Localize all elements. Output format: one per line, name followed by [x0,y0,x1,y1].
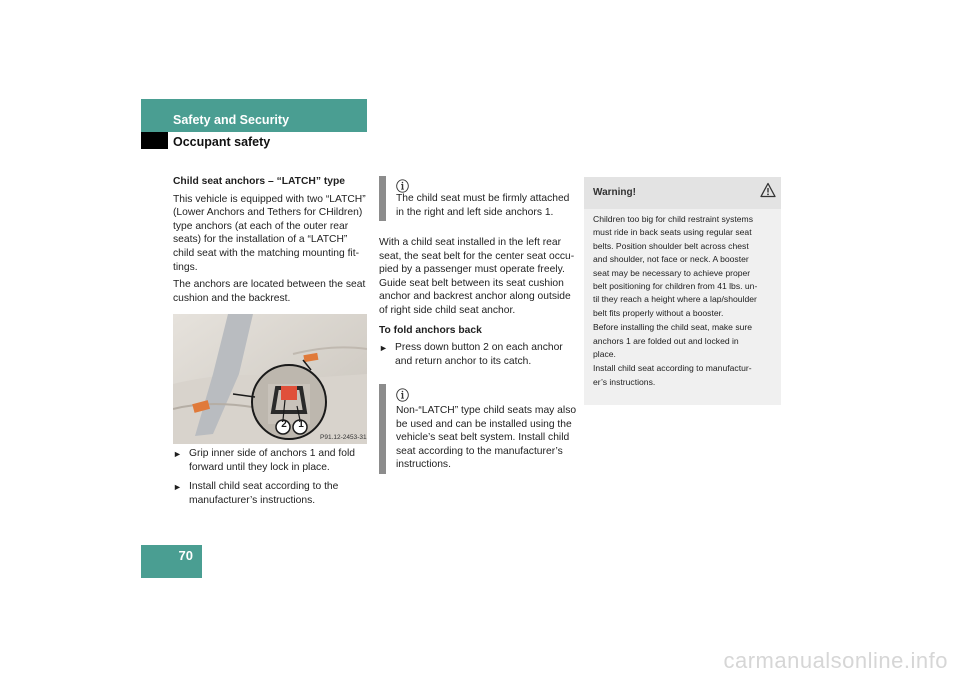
text-line: anchors 1 are folded out and locked in [593,335,739,346]
text-line: Non-“LATCH” type child seats may also [396,405,577,416]
text-line: anchor and backrest anchor along outside [379,291,571,303]
text-line: This vehicle is equipped with two “LATCH” [173,193,366,205]
text-line: The anchors are located between the seat [173,279,366,291]
page-number: 70 [178,548,193,563]
text-line: Grip inner side of anchors 1 and fold [189,448,355,459]
text-line: seat, the seat belt for the center seat occu- [379,250,575,262]
text-line: place. [593,349,616,360]
text-line: vehicle’s seat belt system. Install child [396,432,570,444]
list-item [173,480,373,507]
arrow-icon: ► [173,482,182,493]
section-title: Safety and Security [173,113,290,127]
text-line: forward until they lock in place. [189,461,330,473]
text-line: in the right and left side anchors 1. [396,206,554,218]
header-marker [141,132,168,149]
text-line: pied by a passenger must operate freely. [379,264,565,276]
text-line: seat may be necessary to achieve proper [593,267,751,278]
text-line: tings. [173,261,198,273]
subsection-title: Occupant safety [173,135,271,149]
arrow-icon: ► [379,343,388,354]
info-note-1 [396,192,581,219]
warning-triangle-icon [760,182,776,203]
text-line: Install child seat according to the [189,481,339,493]
paragraph-latch [173,193,373,275]
info-note-2 [396,404,581,472]
text-line: With a child seat installed in the left rear [379,237,562,248]
text-line: seat according to the manufacturer’s [396,445,563,457]
info-icon: ⓘ [396,388,410,403]
seat-illustration [173,314,367,444]
text-line: cushion and the backrest. [173,292,291,304]
text-line: belt fits properly without a booster. [593,307,724,318]
column-2-paragraph [379,236,579,368]
text-line: Before installing the child seat, make sure [593,322,753,333]
paragraph-anchor-location [173,278,373,305]
text-line: The child seat must be firmly attached [396,193,570,204]
text-line: Children too big for child restraint systems [593,214,754,224]
callout-2: 2 [281,419,287,430]
text-line: Press down button 2 on each anchor [395,342,563,354]
text-line: seats) for the installation of a “LATCH” [173,234,348,246]
text-line: and shoulder, not face or neck. A booster [593,254,749,265]
subheading-fold-back: To fold anchors back [379,324,482,336]
info-bar [379,384,386,474]
warning-title: Warning! [593,187,636,198]
warning-text [593,213,779,389]
column-1 [173,175,373,305]
arrow-icon: ► [173,449,182,459]
text-line: Guide seat belt between its seat cushion [379,277,564,289]
text-line: belts. Position shoulder belt across chest [593,240,749,251]
text-line: er’s instructions. [593,376,656,387]
footer-watermark [0,648,960,674]
image-code: P91.12-2453-31 [320,434,367,441]
text-line: Install child seat according to manufactur- [593,363,752,374]
text-line: be used and can be installed using the [396,418,572,430]
info-bar [379,176,386,221]
text-line: must ride in back seats using regular seat [593,227,752,238]
text-line: til they reach a height where a lap/shoulder [593,294,757,305]
text-line: of right side child seat anchor. [379,304,516,316]
text-line: and return anchor to its catch. [395,355,532,367]
text-line: instructions. [396,459,451,471]
list-item [379,341,579,368]
text-line: belt positioning for children from 41 lbs. un- [593,281,758,292]
info-icon: ⓘ [396,179,410,194]
heading-latch: Child seat anchors – “LATCH” type [173,176,346,187]
column-1-bullets [173,447,373,507]
footer-text: carmanualsonline.info [723,648,948,673]
text-line: manufacturer’s instructions. [189,494,316,506]
text-line: (Lower Anchors and Tethers for CHildren) [173,207,363,219]
text-line: type anchors (at each of the outer rear [173,220,349,232]
anchor-photo [173,314,367,444]
text-line: child seat with the matching mounting fit- [173,247,360,259]
list-item [173,447,373,474]
callout-1: 1 [298,419,304,430]
